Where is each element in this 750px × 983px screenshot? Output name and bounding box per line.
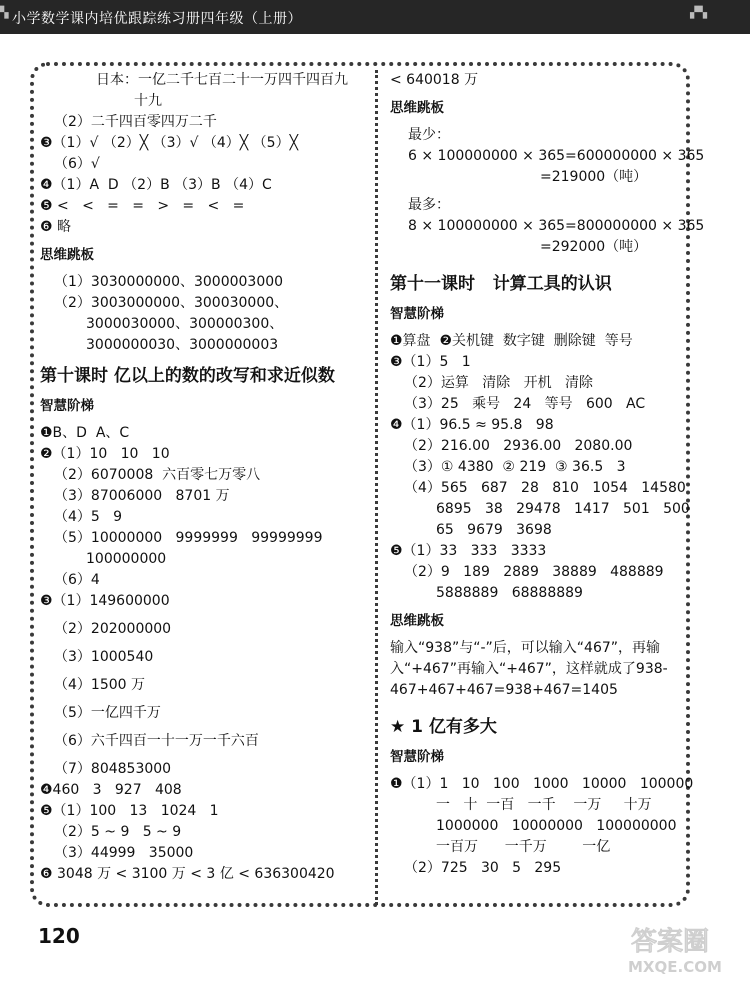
- answer-line: ❷（1）10 10 10: [40, 446, 170, 462]
- answer-line: 3000000030、3000000003: [86, 337, 279, 353]
- spacer: [40, 389, 365, 396]
- answer-line: ❶算盘 ❷关机键 数字键 删除键 等号: [390, 333, 633, 349]
- answer-line: （6）4: [54, 572, 100, 588]
- answer-line: （6）六千四百一十一万一千六百: [54, 733, 259, 749]
- lesson-title: 第十课时 亿以上的数的改写和求近似数: [40, 366, 335, 386]
- spacer: [40, 416, 365, 423]
- spacer: [390, 701, 685, 714]
- spacer: [390, 767, 685, 774]
- answer-line: 8 × 100000000 × 365=800000000 × 365: [408, 218, 705, 234]
- answer-line: （2）725 30 5 295: [404, 860, 562, 876]
- spacer: [390, 604, 685, 611]
- answer-line: ❺（1）33 333 3333: [390, 543, 547, 559]
- answer-line: 100000000: [86, 551, 167, 567]
- answer-line: （2）9 189 2889 38889 488889: [404, 564, 664, 580]
- book-title: 小学数学课内培优跟踪练习册四年级（上册）: [12, 11, 302, 27]
- right-column: [390, 70, 705, 879]
- answer-line: 最少：: [408, 127, 450, 143]
- answer-line: ❶（1）1 10 100 1000 10000 100000: [390, 776, 694, 792]
- answer-line: （6）√: [54, 156, 100, 172]
- spacer: [40, 238, 365, 245]
- answer-line: ❸（1）149600000: [40, 593, 170, 609]
- lesson-title: 第十一课时 计算工具的认识: [390, 274, 612, 294]
- spacer: [390, 324, 685, 331]
- answer-line: ❶B、D A、C: [40, 425, 130, 441]
- answer-line: 5888889 68888889: [436, 585, 583, 601]
- lesson-title: ★ 1 亿有多大: [390, 717, 497, 737]
- answer-line: （4）5 9: [54, 509, 123, 525]
- section-heading: 智慧阶梯: [390, 306, 444, 322]
- spacer: [390, 297, 685, 304]
- answer-line: 3000030000、300000300、: [86, 316, 284, 332]
- answer-line: （4）1500 万: [54, 677, 145, 693]
- answer-line: < 640018 万: [390, 72, 479, 88]
- answer-line: ❹（1）A D （2）B （3）B （4）C: [40, 177, 272, 193]
- answer-line: （7）804853000: [54, 761, 172, 777]
- answer-line: （3）① 4380 ② 219 ③ 36.5 3: [404, 459, 626, 475]
- watermark-logo-text: 答案圈: [631, 927, 710, 957]
- spacer: [40, 612, 365, 619]
- answer-line: （3）87006000 8701 万: [54, 488, 230, 504]
- answer-line: ❹（1）96.5 ≈ 95.8 98: [390, 417, 554, 433]
- spacer: [390, 118, 685, 125]
- watermark-text: MXQE.COM: [628, 958, 722, 976]
- header-decoration: ▚: [0, 6, 9, 19]
- answer-line: 65 9679 3698: [436, 522, 552, 538]
- column-divider: [375, 70, 378, 905]
- answer-line: （2）二千四百零四万二千: [54, 114, 217, 130]
- answer-line: 最多：: [408, 197, 450, 213]
- answer-line: （5）一亿四千万: [54, 705, 161, 721]
- spacer: [40, 640, 365, 647]
- answer-line: ❹460 3 927 408: [40, 782, 182, 798]
- answer-line: ❺（1）100 13 1024 1: [40, 803, 219, 819]
- spacer: [40, 356, 365, 363]
- answer-line: （2）202000000: [54, 621, 172, 637]
- answer-line: （2）216.00 2936.00 2080.00: [404, 438, 633, 454]
- section-heading: 智慧阶梯: [390, 749, 444, 765]
- answer-line: （4）565 687 28 810 1054 14580: [404, 480, 686, 496]
- answer-line: ❻ 3048 万 < 3100 万 < 3 亿 < 636300420: [40, 866, 335, 882]
- answer-line: 6 × 100000000 × 365=600000000 × 365: [408, 148, 705, 164]
- answer-line: ❺ < < = = > = < =: [40, 198, 245, 214]
- spacer: [390, 91, 685, 98]
- answer-line: ❸（1）√ （2）╳ （3）√ （4）╳ （5）╳: [40, 135, 299, 151]
- spacer: [40, 265, 365, 272]
- section-heading: 思维跳板: [390, 100, 444, 116]
- answer-line: 1000000 10000000 100000000: [436, 818, 677, 834]
- answer-line: （2）3003000000、300030000、: [54, 295, 289, 311]
- answer-line: （1）3030000000、3000003000: [54, 274, 284, 290]
- page-header-bar: [0, 0, 750, 34]
- page-number: 120: [38, 924, 80, 948]
- spacer: [40, 696, 365, 703]
- answer-line: （3）44999 35000: [54, 845, 194, 861]
- left-column: [40, 70, 365, 885]
- answer-line: 一百万 一千万 一亿: [436, 839, 611, 855]
- spacer: [40, 668, 365, 675]
- answer-line: =292000（吨）: [540, 239, 648, 255]
- section-heading: 思维跳板: [390, 613, 444, 629]
- answer-line: （3）25 乘号 24 等号 600 AC: [404, 396, 646, 412]
- spacer: [390, 631, 685, 638]
- answer-line: ❸（1）5 1: [390, 354, 471, 370]
- header-decoration: ▞▚: [690, 6, 707, 19]
- answer-line: 6895 38 29478 1417 501 500: [436, 501, 690, 517]
- section-heading: 智慧阶梯: [40, 398, 94, 414]
- spacer: [40, 724, 365, 731]
- answer-line: （2）运算 清除 开机 清除: [404, 375, 593, 391]
- spacer: [390, 740, 685, 747]
- spacer: [390, 188, 685, 195]
- answer-line: （2）6070008 六百零七万零八: [54, 467, 261, 483]
- answer-line: （3）1000540: [54, 649, 154, 665]
- spacer: [40, 752, 365, 759]
- answer-line: 一 十 一百 一千 一万 十万: [436, 797, 652, 813]
- answer-line: ❻ 略: [40, 219, 72, 235]
- answer-line: （2）5 ~ 9 5 ~ 9: [54, 824, 182, 840]
- answer-line: （5）10000000 9999999 99999999: [54, 530, 323, 546]
- spacer: [390, 258, 685, 271]
- answer-line: =219000（吨）: [540, 169, 648, 185]
- section-heading: 思维跳板: [40, 247, 94, 263]
- answer-line: 日本：一亿二千七百二十一万四千四百九: [96, 72, 348, 88]
- answer-line: 十九: [134, 93, 162, 109]
- answer-paragraph: 输入“938”与“-”后，可以输入“467”，再输入“+467”再输入“+467”，这样就成了938-467+467+467=938+467=1405: [390, 640, 668, 698]
